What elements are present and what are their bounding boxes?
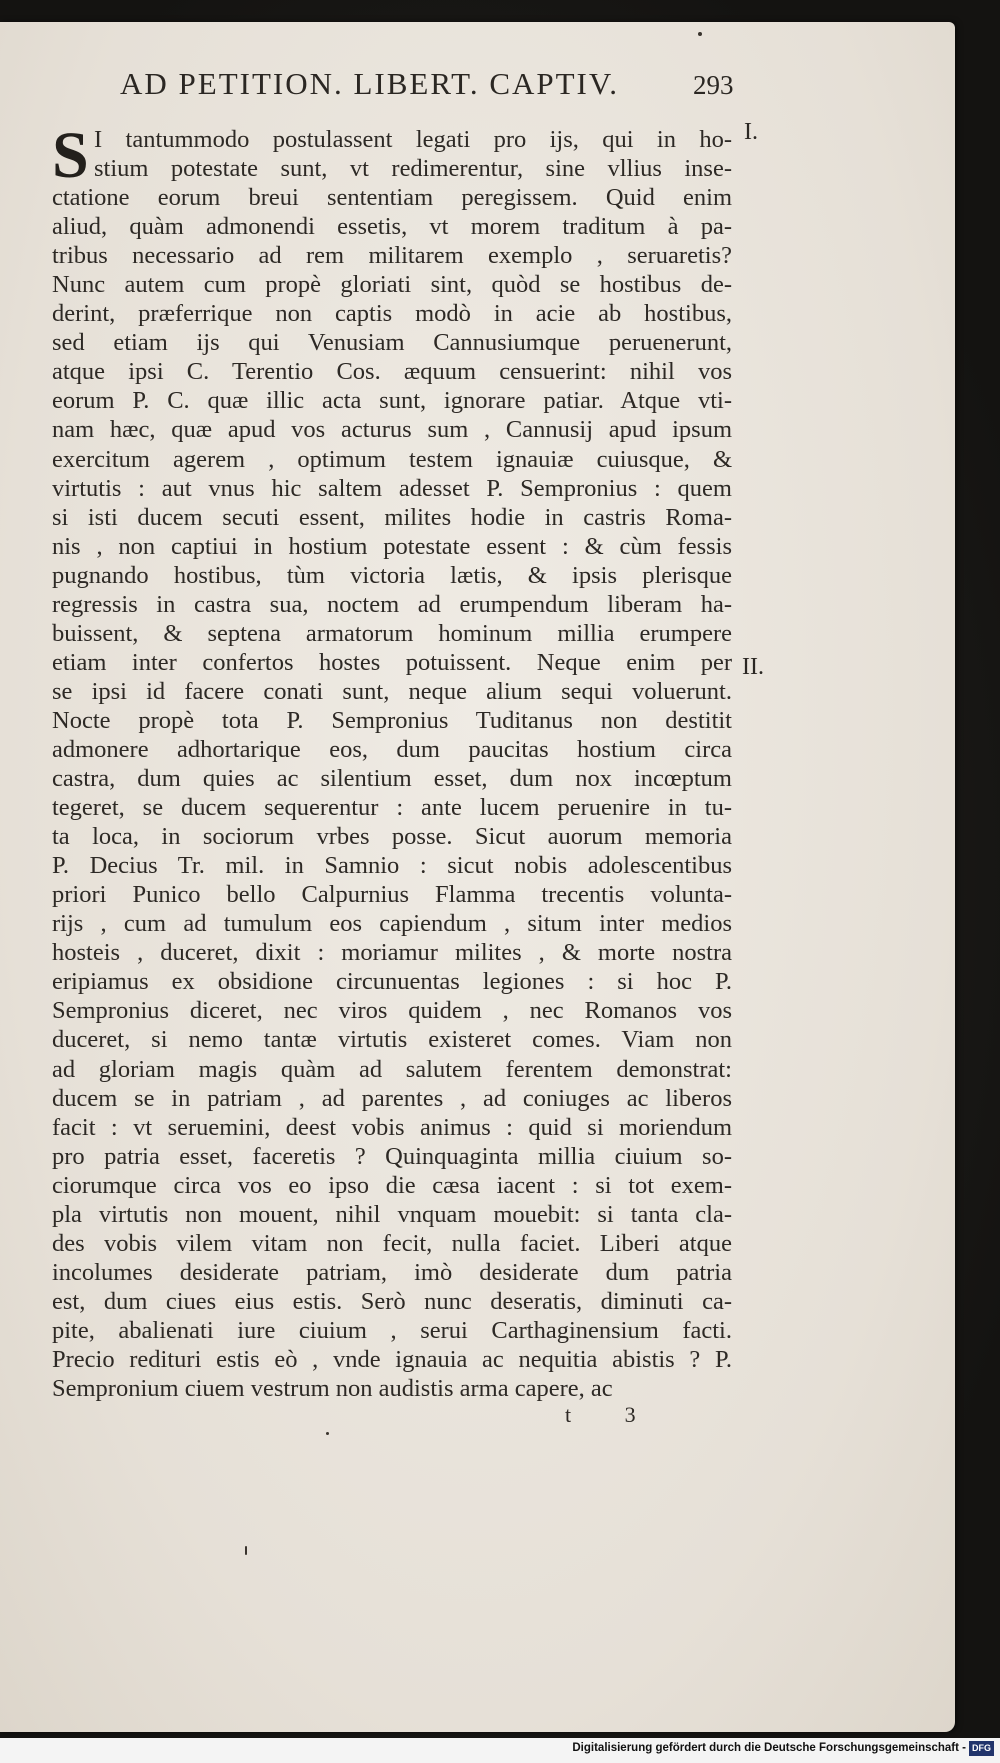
text-line: etiam inter confertos hostes potuissent. Neque enim per — [52, 648, 732, 676]
text-line: Nunc autem cum propè gloriati sint, quòd se hostibus de- — [52, 271, 732, 299]
text-line: sed etiam ijs qui Venusiam Cannusiumque peruenerunt, — [52, 329, 732, 357]
text-line: duceret, si nemo tantæ virtutis existeret comes. Viam non — [52, 1026, 732, 1054]
text-line: castra, dum quies ac silentium esset, dum nox incœptum — [52, 765, 732, 793]
text-line: Precio redituri estis eò , vnde ignauia ac nequitia abistis ? P. — [52, 1345, 732, 1373]
text-line: pro patria esset, faceretis ? Quinquaginta millia ciuium so- — [52, 1142, 732, 1170]
text-line: P. Decius Tr. mil. in Samnio : sicut nobis adolescentibus — [52, 852, 732, 880]
text-lines — [52, 119, 732, 1403]
text-line: priori Punico bello Calpurnius Flamma trecentis volunta- — [52, 881, 732, 909]
text-line: nam hæc, quæ apud vos acturus sum , Cannusij apud ipsum — [52, 416, 732, 444]
text-line: tegeret, se ducem sequerentur : ante lucem peruenire in tu- — [52, 794, 732, 822]
drop-capital: S — [52, 119, 89, 192]
text-line: stium potestate sunt, vt redimerentur, sine vllius inse- — [94, 155, 732, 183]
dfg-logo: DFG — [969, 1741, 994, 1756]
text-line: I tantummodo postulassent legati pro ijs, qui in ho- — [94, 126, 732, 153]
text-line: se ipsi id facere conati sunt, neque alium sequi voluerunt. — [52, 677, 732, 705]
marginal-note-2: II. — [742, 654, 764, 680]
text-line: pla virtutis non mouent, nihil vnquam mouebit: si tanta cla- — [52, 1200, 732, 1228]
signature-mark: t 3 — [565, 1402, 660, 1427]
marginal-note-1: I. — [744, 119, 758, 145]
text-line: pugnando hostibus, tùm victoria lætis, & ipsis plerisque — [52, 561, 732, 589]
text-line: virtutis : aut vnus hic saltem adesset P. Sempronius : quem — [52, 474, 732, 502]
text-line: facit : vt seruemini, deest vobis animus : quid si moriendum — [52, 1113, 732, 1141]
text-line: Sempronius diceret, nec viros quidem , nec Romanos vos — [52, 997, 732, 1025]
page-speck — [245, 1546, 247, 1555]
page-number: 293 — [693, 70, 734, 100]
text-line: rijs , cum ad tumulum eos capiendum , situm inter medios — [52, 910, 732, 938]
text-line: admonere adhortarique eos, dum paucitas hostium circa — [52, 735, 732, 763]
text-line: pite, abalienati iure ciuium , serui Carthaginensium facti. — [52, 1316, 732, 1344]
text-line: ctatione eorum breui sententiam peregissem. Quid enim — [52, 184, 732, 212]
running-title: AD PETITION. LIBERT. CAPTIV. — [120, 66, 620, 101]
page-speck — [698, 32, 702, 36]
text-line: est, dum ciues eius estis. Serò nunc deseratis, diminuti ca- — [52, 1287, 732, 1315]
text-line: aliud, quàm admonendi essetis, vt morem traditum à pa- — [52, 213, 732, 241]
text-line: eripiamus ex obsidione circunuentas legiones : si hoc P. — [52, 968, 732, 996]
text-line: ciorumque circa vos eo ipso die cæsa iacent : si tot exem- — [52, 1171, 732, 1199]
text-line: Nocte propè tota P. Sempronius Tuditanus non destitit — [52, 706, 732, 734]
text-line: derint, præferrique non captis modò in acie ab hostibus, — [52, 300, 732, 328]
text-line: tribus necessario ad rem militarem exemplo , seruaretis? — [52, 242, 732, 270]
text-line: Sempronium ciuem vestrum non audistis arma capere, ac — [52, 1375, 613, 1403]
text-line: si isti ducem secuti essent, milites hodie in castris Roma- — [52, 503, 732, 531]
text-line: atque ipsi C. Terentio Cos. æquum censuerint: nihil vos — [52, 358, 732, 386]
text-line: regressis in castra sua, noctem ad erumpendum liberam ha- — [52, 590, 732, 618]
text-line: incolumes desiderate patriam, imò desiderate dum patria — [52, 1258, 732, 1286]
text-line: hosteis , duceret, dixit : moriamur milites , & morte nostra — [52, 939, 732, 967]
text-line: des vobis vilem vitam non fecit, nulla faciet. Liberi atque — [52, 1229, 732, 1257]
text-line: buissent, & septena armatorum hominum millia erumpere — [52, 619, 732, 647]
text-line: eorum P. C. quæ illic acta sunt, ignorare patiar. Atque vti- — [52, 387, 732, 415]
text-line: nis , non captiui in hostium potestate essent : & cùm fessis — [52, 532, 732, 560]
text-line: exercitum agerem , optimum testem ignauiæ cuiusque, & — [52, 445, 732, 473]
text-line: ad gloriam magis quàm ad salutem ferentem demonstrat: — [52, 1055, 732, 1083]
page-speck — [326, 1432, 329, 1435]
text-line: ta loca, in sociorum vrbes posse. Sicut auorum memoria — [52, 823, 732, 851]
footer-credit: Digitalisierung gefördert durch die Deutsche Forschungsgemeinschaft - — [572, 1742, 966, 1754]
text-line: ducem se in patriam , ad parentes , ad coniuges ac liberos — [52, 1084, 732, 1112]
main-text-block — [52, 119, 732, 1403]
